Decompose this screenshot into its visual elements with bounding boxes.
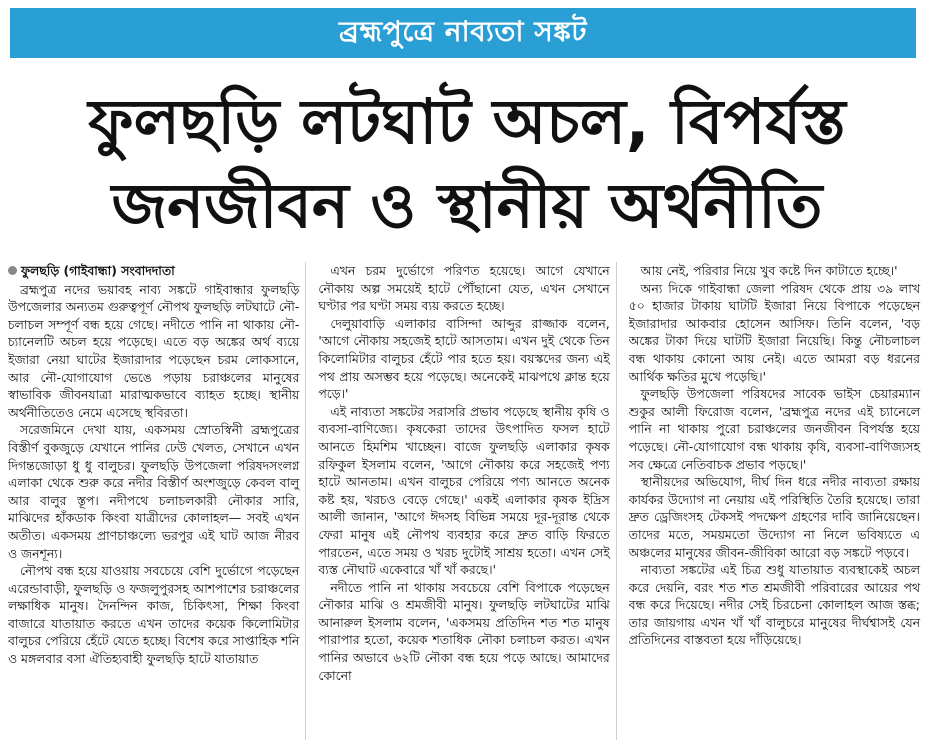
headline-line-1: ফুলছড়ি লটঘাট অচল, বিপর্যস্ত <box>88 85 846 158</box>
paragraph: অন্য দিকে গাইবান্ধা জেলা পরিষদ থেকে প্রায় ৩৯ লাখ ৫০ হাজার টাকায় ঘাটটি ইজারা নিয়ে বিপাকে পড়েছেন ইজারাদার আকবার হোসেন আসিফ। তিনি বলেন, 'বড় অঙ্কের টাকা দিয়ে ঘাটটি ইজারা নিয়েছি। কিন্তু নৌচলাচল বন্ধ থাকায় কোনো আয় নেই। এতে আমরা বড় ধরনের আর্থিক ক্ষতির মুখে পড়েছি।' <box>628 280 920 384</box>
article-column-3 <box>629 262 926 740</box>
article-column-2 <box>318 262 616 740</box>
headline-line-2: জনজীবন ও স্থানীয় অর্থনীতি <box>111 169 823 242</box>
byline <box>8 262 299 280</box>
paragraph: স্থানীয়দের অভিযোগ, দীর্ঘ দিন ধরে নদীর নাব্যতা রক্ষায় কার্যকর উদ্যোগ না নেয়ায় এই পরিস্থিতি তৈরি হয়েছে। তারা দ্রুত ড্রেজিংসহ টেকসই পদক্ষেপ গ্রহণের দাবি জানিয়েছেন। তাদের মতে, সময়মতো উদ্যোগ না নিলে ভবিষ্যতে এ অঞ্চলের মানুষের জীবন-জীবিকা আরো বড় সঙ্কটে পড়বে। <box>628 474 920 560</box>
bullet-dot-icon <box>8 266 17 275</box>
kicker-banner <box>10 8 916 58</box>
paragraph: এখন চরম দুর্ভোগে পরিণত হয়েছে। আগে যেখানে নৌকায় অল্প সময়েই হাটে পৌঁছানো যেত, এখন সেখানে ঘণ্টার পর ঘণ্টা সময় ব্যয় করতে হচ্ছে। <box>318 263 610 314</box>
paragraph: নৌপথ বন্ধ হয়ে যাওয়ায় সবচেয়ে বেশি দুর্ভোগে পড়েছেন এরেন্ডাবাড়ী, ফুলছড়ি ও ফজলুপুরসহ আশপাশের চরাঞ্চলের লক্ষাধিক মানুষ। দৈনন্দিন কাজ, চিকিৎসা, শিক্ষা কিংবা বাজারে যাতায়াত করতে এখন তাদের কয়েক কিলোমিটার বালুচর পেরিয়ে হেঁটে যেতে হচ্ছে। বিশেষ করে সাপ্তাহিক শনি ও মঙ্গলবার বসা ঐতিহ্যবাহী ফুলছড়ি হাটে যাতায়াত <box>8 563 300 667</box>
paragraph: এই নাব্যতা সঙ্কটের সরাসরি প্রভাব পড়েছে স্থানীয় কৃষি ও ব্যবসা-বাণিজ্যে। কৃষকেরা তাদের উৎপাদিত ফসল হাটে আনতে হিমশিম খাচ্ছেন। বাজে ফুলছড়ি এলাকার কৃষক রফিকুল ইসলাম বলেন, 'আগে নৌকায় করে সহজেই পণ্য হাটে আনতাম। এখন বালুচর পেরিয়ে পণ্য আনতে অনেক কষ্ট হয়, খরচও বেড়ে গেছে।' একই এলাকার কৃষক ইদ্রিস আলী জানান, 'আগে ঈদসহ বিভিন্ন সময়ে দূর-দূরান্ত থেকে ফেরা মানুষ এই নৌপথ ব্যবহার করে দ্রুত বাড়ি ফিরতে পারতেন, এতে সময় ও খরচ দুটোই সাশ্রয় হতো। এখন সেই ব্যস্ত নৌঘাট একেবারে খাঁ খাঁ করছে।' <box>318 403 610 578</box>
headline <box>0 80 934 248</box>
paragraph: আয় নেই, পরিবার নিয়ে খুব কষ্টে দিন কাটাতে হচ্ছে।' <box>640 263 898 278</box>
paragraph: সরেজমিনে দেখা যায়, একসময় স্রোতস্বিনী ব্রহ্মপুত্রের বিস্তীর্ণ বুকজুড়ে যেখানে পানির ঢেউ খেলত, সেখানে এখন দিগন্তজোড়া ধু ধু বালুচর। ফুলছড়ি উপজেলা পরিষদসংলগ্ন এলাকা থেকে শুরু করে নদীর বিস্তীর্ণ অংশজুড়ে কেবল বালু আর বালুর স্তূপ। নদীপথে চলাচলকারী নৌকার সারি, মাঝিদের হাঁকডাক কিংবা যাত্রীদের কোলাহল— সবই এখন অতীত। একসময় প্রাণচাঞ্চল্যে ভরপুর এই ঘাট আজ নীরব ও জনশূন্য। <box>8 422 300 561</box>
paragraph: দেলুয়াবাড়ি এলাকার বাসিন্দা আব্দুর রাজ্জাক বলেন, 'আগে নৌকায় সহজেই হাটে আসতাম। এখন দুই থেকে তিন কিলোমিটার বালুচর হেঁটে পার হতে হয়। বয়স্কদের জন্য এই পথ প্রায় অসম্ভব হয়ে পড়েছে। অনেকেই মাঝপথে ক্লান্ত হয়ে পড়ে।' <box>318 315 610 402</box>
paragraph: নদীতে পানি না থাকায় সবচেয়ে বেশি বিপাকে পড়েছেন নৌকার মাঝি ও শ্রমজীবী মানুষ। ফুলছড়ি লটঘাটের মাঝি আনারুল ইসলাম বলেন, 'একসময় প্রতিদিন শত শত মানুষ পারাপার হতো, কয়েক শতাধিক নৌকা চলাচল করত। এখন পানির অভাবে ৬২টি নৌকা বন্ধ হয়ে পড়ে আছে। আমাদের কোনো <box>318 579 610 683</box>
paragraph: নাব্যতা সঙ্কটের এই চিত্র শুধু যাতায়াত ব্যবস্থাকেই অচল করে দেয়নি, বরং শত শত শ্রমজীবী পরিবারের আয়ের পথ বন্ধ করে দিয়েছে। নদীর সেই চিরচেনা কোলাহল আজ স্তব্ধ; তার জায়গায় এখন খাঁ খাঁ বালুচরে মানুষের দীর্ঘশ্বাসই যেন প্রতিদিনের বাস্তবতা হয়ে দাঁড়িয়েছে। <box>628 562 920 648</box>
article-body <box>8 262 926 740</box>
byline-text: ফুলছড়ি (গাইবান্ধা) সংবাদদাতা <box>21 263 175 278</box>
paragraph: ব্রহ্মপুত্র নদের ভয়াবহ নাব্য সঙ্কটে গাইবান্ধার ফুলছড়ি উপজেলার অন্যতম গুরুত্বপূর্ণ নৌপথ ফুলছড়ি লটঘাটে নৌ-চলাচল সম্পূর্ণ বন্ধ হয়ে গেছে। নদীতে পানি না থাকায় নৌ-চ্যানেলটি অচল হয়ে পড়েছে। এতে বড় অঙ্কের অর্থ ব্যয়ে ইজারা নেয়া ঘাটের ইজারাদার পড়েছেন চরম লোকসানে, আর নৌ-যোগাযোগ ভেঙে পড়ায় চরাঞ্চলের মানুষের স্বাভাবিক জীবনযাত্রা মারাত্মকভাবে ব্যাহত হচ্ছে। স্থানীয় অর্থনীতিতেও নেমে এসেছে স্থবিরতা। <box>8 281 300 420</box>
paragraph: ফুলছড়ি উপজেলা পরিষদের সাবেক ভাইস চেয়ারম্যান শুকুর আলী ফিরোজ বলেন, 'ব্রহ্মপুত্র নদের এই চ্যানেলে পানি না থাকায় পুরো চরাঞ্চলের জনজীবন বিপর্যস্ত হয়ে পড়েছে। নৌ-যোগাযোগ বন্ধ থাকায় কৃষি, ব্যবসা-বাণিজ্যসহ সব ক্ষেত্রে নেতিবাচক প্রভাব পড়ছে।' <box>628 386 920 472</box>
article-column-1 <box>8 262 306 740</box>
kicker-text: ব্রহ্মপুত্রে নাব্যতা সঙ্কট <box>339 14 587 48</box>
